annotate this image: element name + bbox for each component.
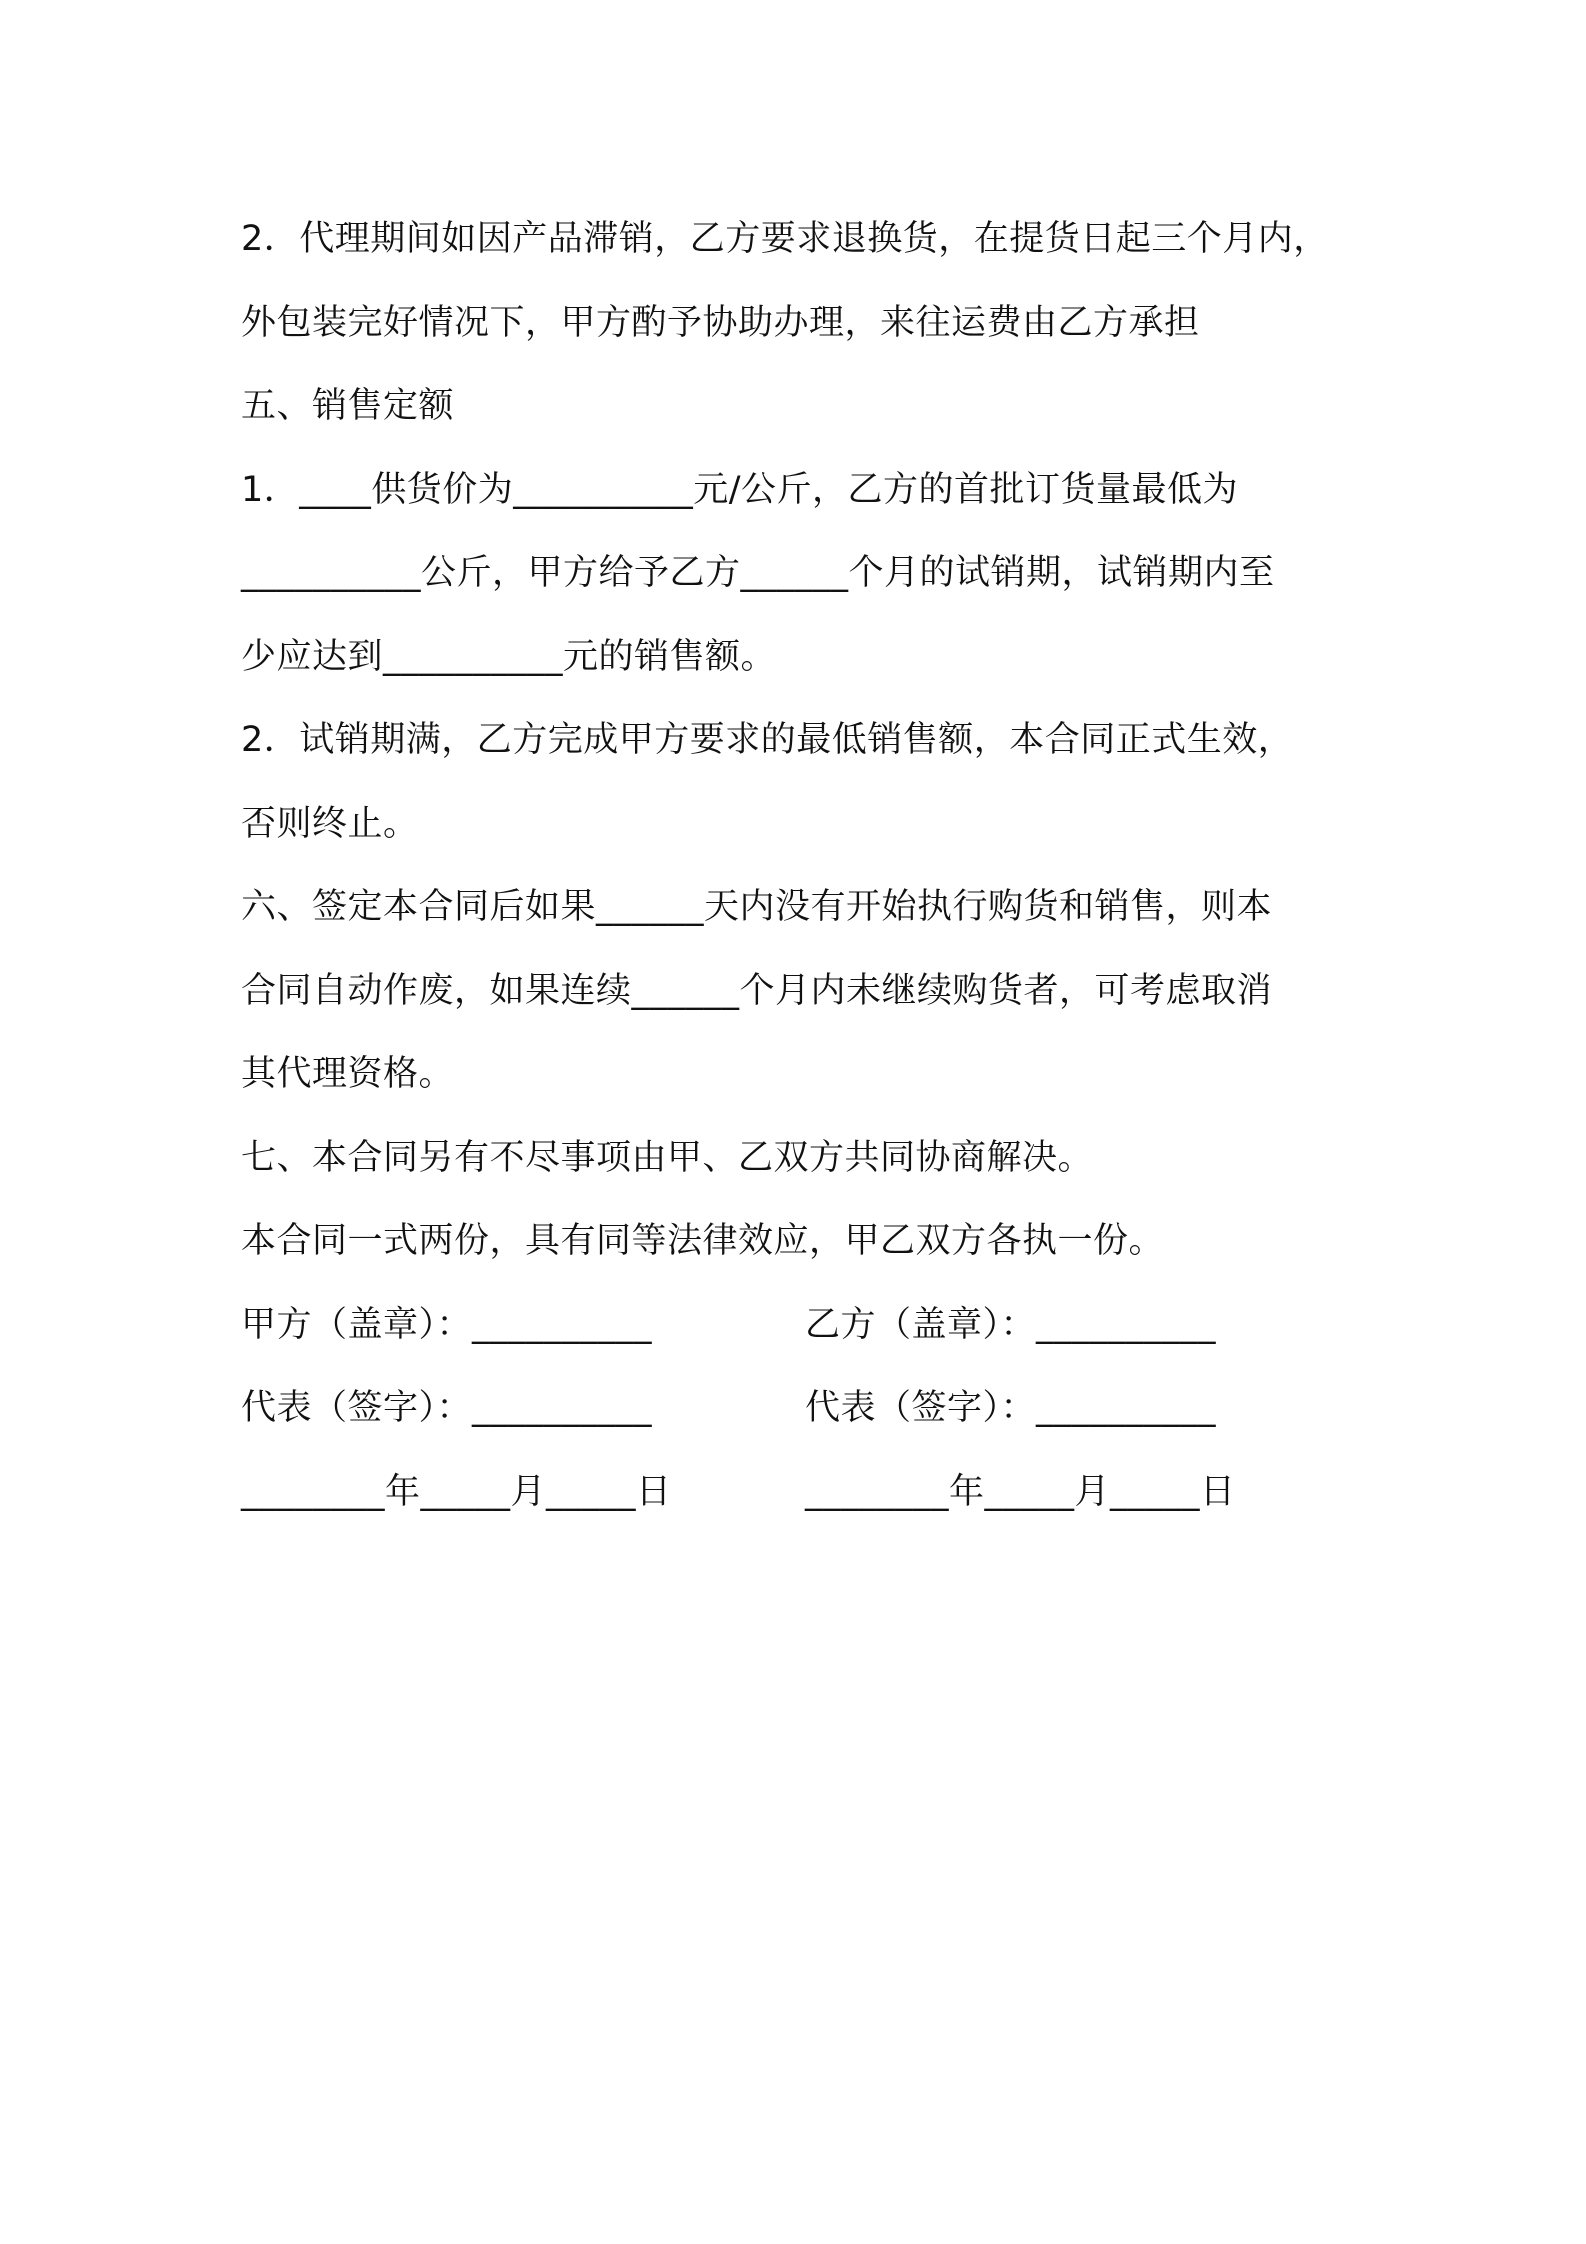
document-body: [241, 198, 1391, 1534]
clause-4-2-line-2: 外包装完好情况下，甲方酌予协助办理，来往运费由乙方承担: [241, 302, 1200, 343]
seal-row: [241, 1284, 1391, 1368]
representative-row: [241, 1367, 1391, 1451]
clause-5-2-line-1: 2．试销期满，乙方完成甲方要求的最低销售额，本合同正式生效，: [241, 720, 1294, 760]
section-5-heading: 五、销售定额: [241, 386, 455, 426]
clause-5-1-line-1: 1．____供货价为__________元/公斤，乙方的首批订货量最低为: [241, 469, 1239, 510]
party-a-date: ________年_____月_____日: [241, 1471, 672, 1512]
party-b-seal: 乙方（盖章）：__________: [805, 1304, 1217, 1345]
section-6-line-1: 六、签定本合同后如果______天内没有开始执行购货和销售，则本: [241, 887, 1273, 927]
clause-5-1-line-3: 少应达到__________元的销售额。: [241, 636, 777, 677]
party-a-seal: 甲方（盖章）：__________: [241, 1304, 653, 1345]
party-a-representative: 代表（签字）：__________: [241, 1388, 653, 1428]
section-7-line: 七、本合同另有不尽事项由甲、乙双方共同协商解决。: [241, 1137, 1094, 1178]
clause-4-2-line-1: 2．代理期间如因产品滞销，乙方要求退换货，在提货日起三个月内，: [241, 219, 1329, 259]
party-b-date: ________年_____月_____日: [805, 1471, 1236, 1512]
copies-statement: 本合同一式两份，具有同等法律效应，甲乙双方各执一份。: [241, 1221, 1165, 1261]
clause-5-1-line-2: __________公斤，甲方给予乙方______个月的试销期，试销期内至: [241, 553, 1275, 593]
section-6-line-3: 其代理资格。: [241, 1054, 455, 1094]
party-b-representative: 代表（签字）：__________: [805, 1388, 1217, 1428]
clause-5-2-line-2: 否则终止。: [241, 803, 419, 844]
date-row: [241, 1451, 1391, 1535]
section-6-line-2: 合同自动作废，如果连续______个月内未继续购货者，可考虑取消: [241, 970, 1273, 1011]
